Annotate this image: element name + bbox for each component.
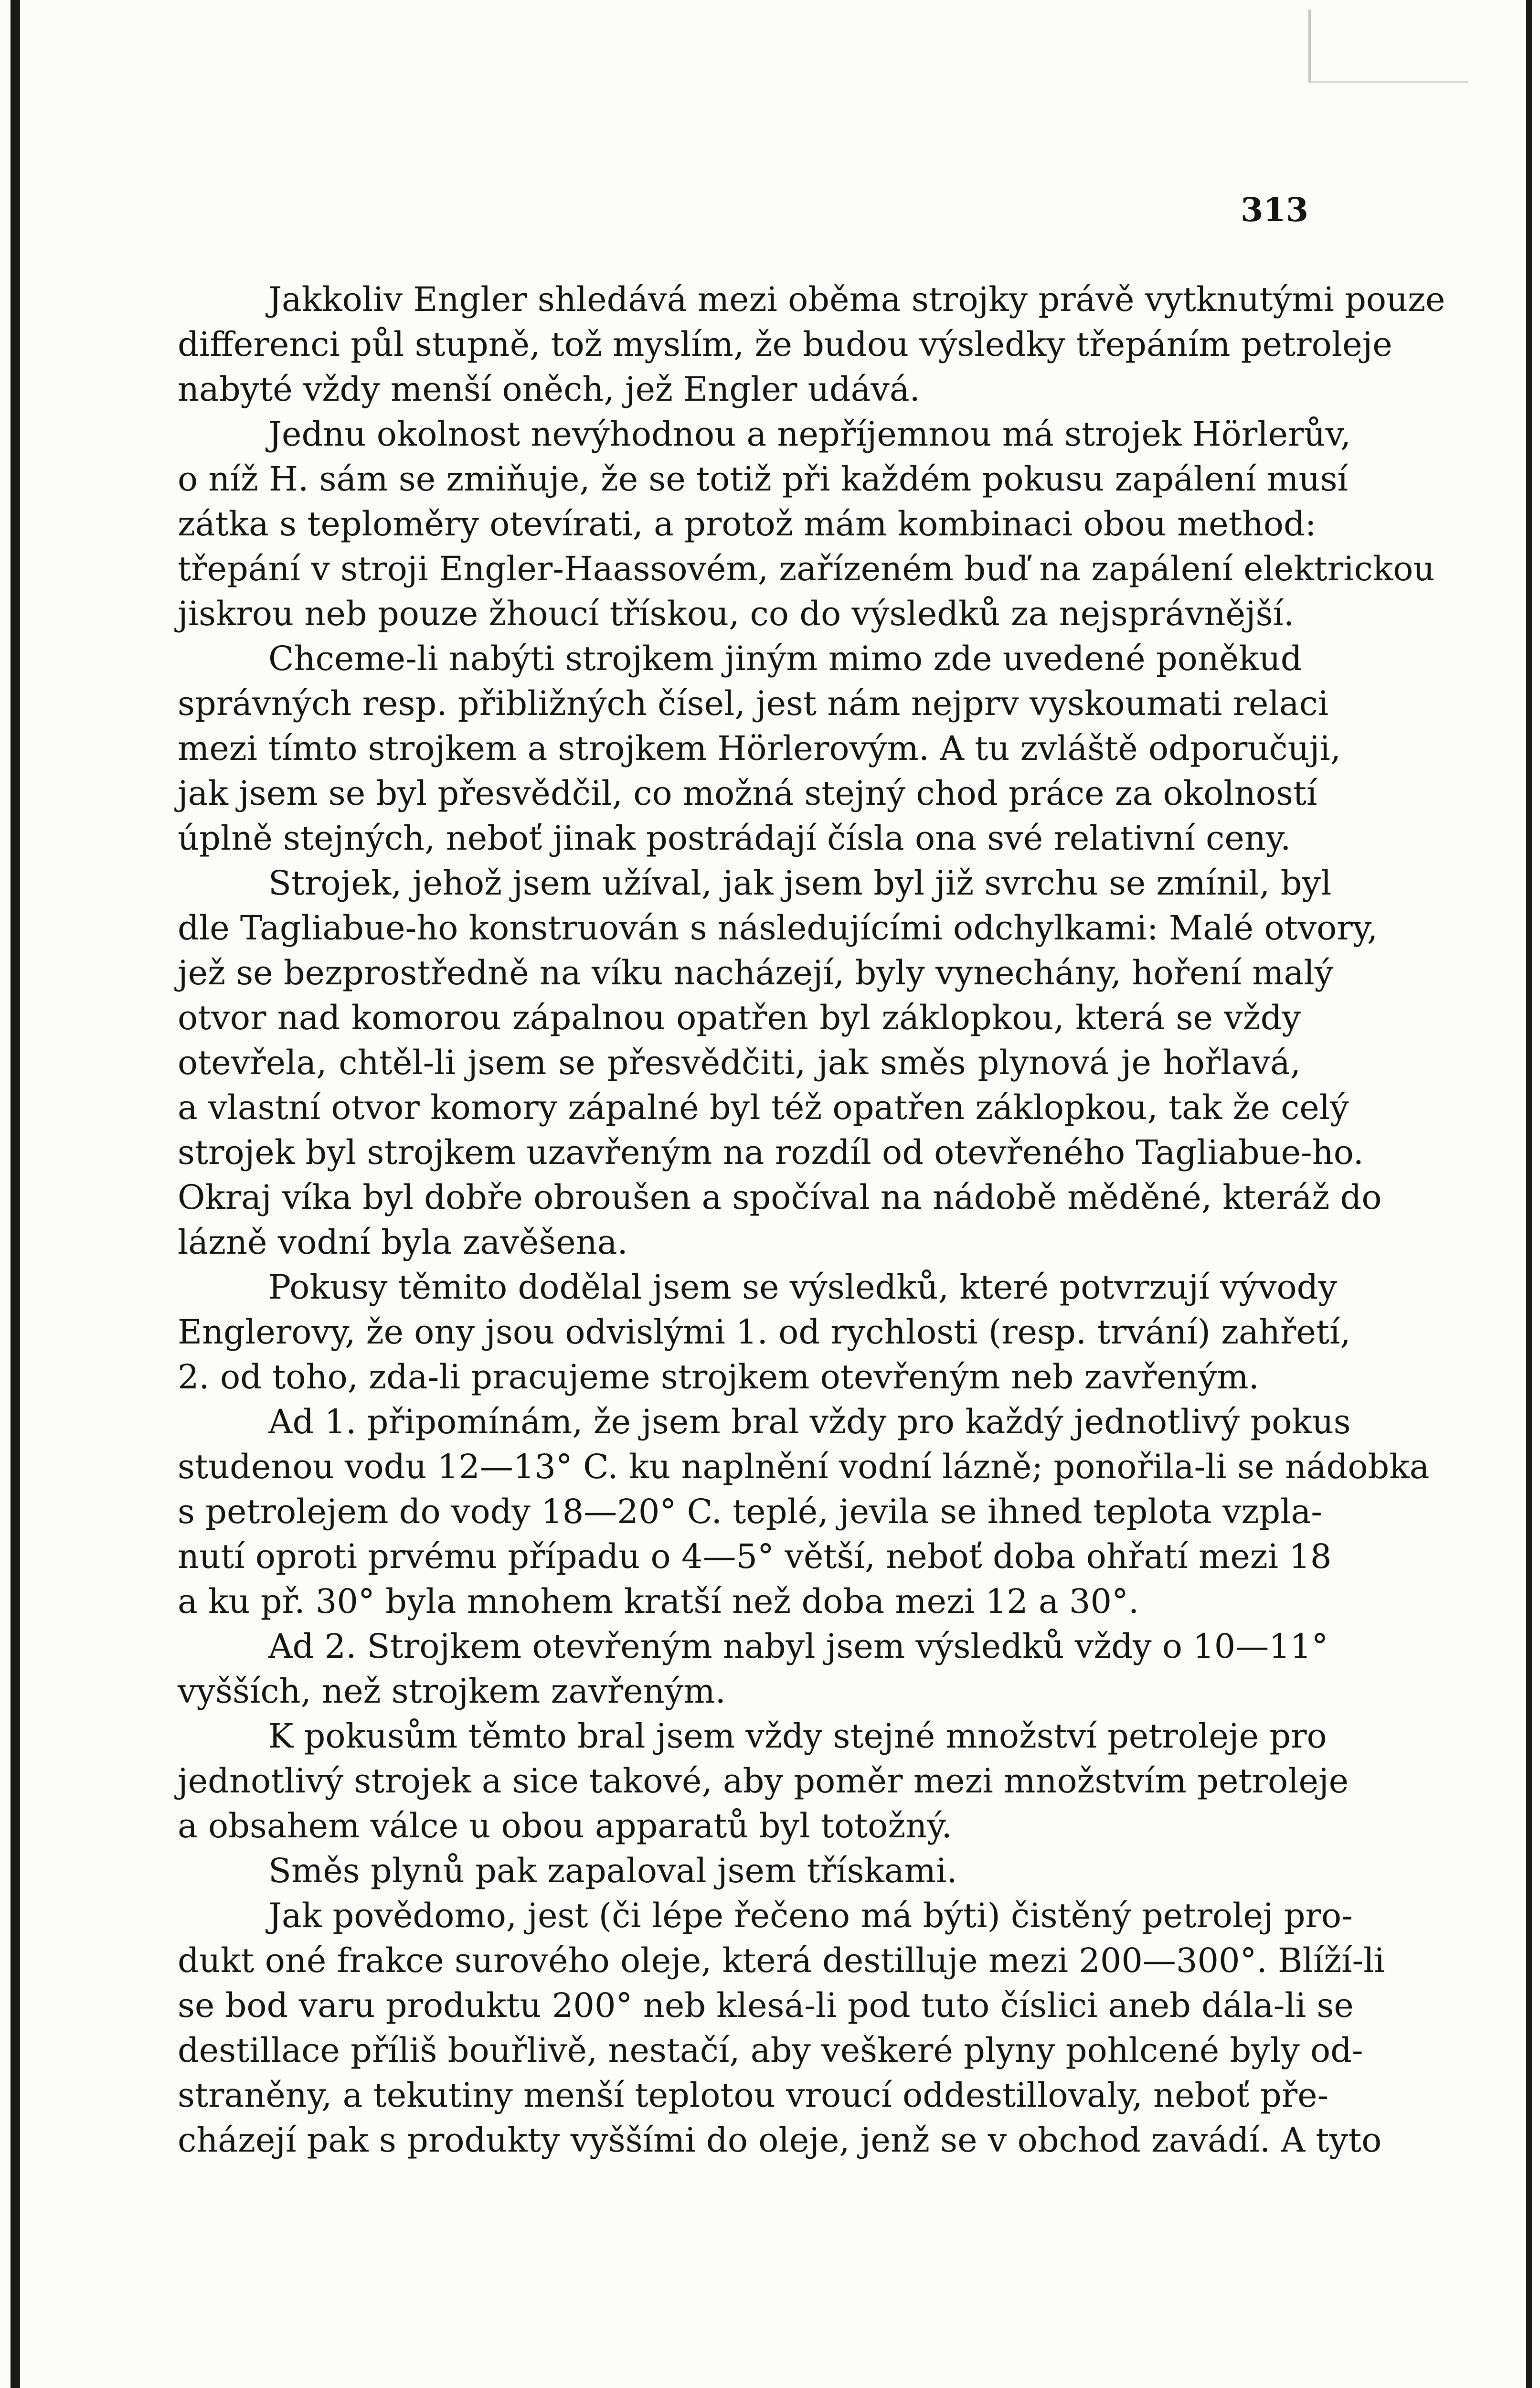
text-line: Strojek, jehož jsem užíval, jak jsem byl již svrchu se zmínil, byl — [268, 864, 1332, 903]
text-line: dukt oné frakce surového oleje, která destilluje mezi 200—300°. Blíží-li — [178, 1941, 1385, 1980]
text-line: destillace příliš bouřlivě, nestačí, aby veškeré plyny pohlcené byly od- — [178, 2031, 1363, 2070]
text-line: Chceme-li nabýti strojkem jiným mimo zde uvedené poněkud — [268, 639, 1302, 678]
text-line: studenou vodu 12—13° C. ku naplnění vodní lázně; ponořila-li se nádobka — [178, 1447, 1430, 1486]
text-line: třepání v stroji Engler-Haassovém, zařízeném buď na zapálení elektrickou — [178, 549, 1435, 588]
text-line: straněny, a tekutiny menší teplotou vroucí oddestillovaly, neboť pře- — [178, 2076, 1329, 2115]
text-line: a vlastní otvor komory zápalné byl též opatřen záklopkou, tak že celý — [178, 1088, 1349, 1127]
text-line: úplně stejných, neboť jinak postrádají čísla ona své relativní ceny. — [178, 819, 1291, 858]
text-line: správných resp. přibližných čísel, jest nám nejprv vyskoumati relaci — [178, 684, 1329, 723]
text-line: jiskrou neb pouze žhoucí třískou, co do výsledků za nejsprávnější. — [178, 594, 1295, 633]
text-line: s petrolejem do vody 18—20° C. teplé, jevila se ihned teplota vzpla- — [178, 1492, 1322, 1531]
text-line: Směs plynů pak zapaloval jsem třískami. — [268, 1851, 957, 1890]
text-line: se bod varu produktu 200° neb klesá-li pod tuto číslici aneb dála-li se — [178, 1986, 1354, 2025]
text-line: otevřela, chtěl-li jsem se přesvědčiti, jak směs plynová je hořlavá, — [178, 1043, 1301, 1082]
text-line: jak jsem se byl přesvědčil, co možná stejný chod práce za okolností — [178, 774, 1317, 813]
page-number: 313 — [1241, 191, 1308, 229]
text-line: Okraj víka byl dobře obroušen a spočíval na nádobě měděné, kteráž do — [178, 1178, 1382, 1217]
text-line: cházejí pak s produkty vyššími do oleje, jenž se v obchod zavádí. A tyto — [178, 2121, 1382, 2160]
text-line: differenci půl stupně, tož myslím, že budou výsledky třepáním petroleje — [178, 325, 1392, 364]
text-line: lázně vodní byla zavěšena. — [178, 1223, 628, 1262]
scan-edge-right — [1526, 0, 1532, 2388]
text-line: Pokusy těmito dodělal jsem se výsledků, které potvrzují vývody — [268, 1268, 1337, 1307]
text-line: Ad 2. Strojkem otevřeným nabyl jsem výsledků vždy o 10—11° — [268, 1627, 1328, 1666]
text-line: Jak povědomo, jest (či lépe řečeno má býti) čistěný petrolej pro- — [268, 1896, 1353, 1935]
text-line: a ku př. 30° byla mnohem kratší než doba mezi 12 a 30°. — [178, 1582, 1139, 1621]
text-line: nutí oproti prvému případu o 4—5° větší, neboť doba ohřatí mezi 18 — [178, 1537, 1332, 1576]
text-line: Jakkoliv Engler shledává mezi oběma strojky právě vytknutými pouze — [268, 280, 1445, 319]
text-line: nabyté vždy menší oněch, jež Engler udává. — [178, 370, 920, 409]
text-line: o níž H. sám se zmiňuje, že se totiž při každém pokusu zapálení musí — [178, 459, 1348, 499]
text-line: strojek byl strojkem uzavřeným na rozdíl od otevřeného Tagliabue-ho. — [178, 1133, 1364, 1172]
text-line: jednotlivý strojek a sice takové, aby poměr mezi množstvím petroleje — [178, 1761, 1349, 1801]
text-line: mezi tímto strojkem a strojkem Hörlerovým. A tu zvláště odporučuji, — [178, 729, 1341, 768]
text-line: zátka s teploměry otevírati, a protož mám kombinaci obou method: — [178, 504, 1317, 544]
text-line: K pokusům těmto bral jsem vždy stejné množství petroleje pro — [268, 1716, 1327, 1756]
text-line: a obsahem válce u obou apparatů byl totožný. — [178, 1806, 952, 1845]
text-line: dle Tagliabue-ho konstruován s následujícími odchylkami: Malé otvory, — [178, 908, 1378, 948]
text-line: Englerovy, že ony jsou odvislými 1. od rychlosti (resp. trvání) zahřetí, — [178, 1312, 1351, 1352]
text-line: 2. od toho, zda-li pracujeme strojkem otevřeným neb zavřeným. — [178, 1357, 1259, 1397]
body-text — [178, 277, 1445, 2163]
text-line: Jednu okolnost nevýhodnou a nepříjemnou má strojek Hörlerův, — [268, 415, 1351, 454]
text-line: Ad 1. připomínám, že jsem bral vždy pro každý jednotlivý pokus — [268, 1402, 1351, 1441]
text-line: vyšších, než strojkem zavřeným. — [178, 1672, 726, 1711]
scan-corner-mark — [1308, 10, 1468, 83]
text-line: jež se bezprostředně na víku nacházejí, byly vynechány, hoření malý — [178, 953, 1334, 992]
text-line: otvor nad komorou zápalnou opatřen byl záklopkou, která se vždy — [178, 998, 1301, 1037]
scan-edge-left — [11, 0, 20, 2388]
